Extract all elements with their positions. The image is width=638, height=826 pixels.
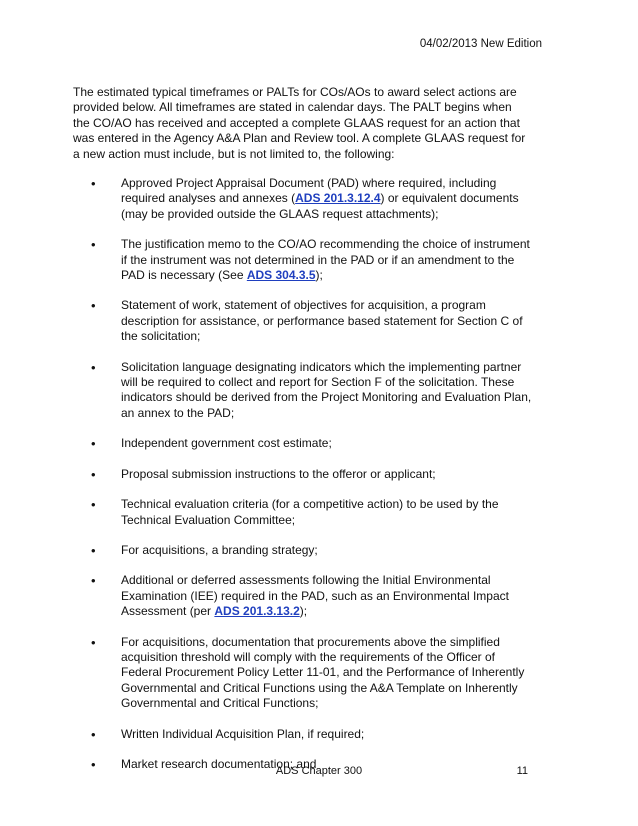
bullet-icon: • <box>91 466 96 482</box>
footer-chapter: ADS Chapter 300 <box>275 765 363 777</box>
list-item: • Additional or deferred assessments following the Initial Environmental Examination (IEE) required in the PAD, such as an Environmental Impact Assessment (per ADS 201.3.13.2); <box>91 573 509 619</box>
footer-page-number: 11 <box>516 765 528 777</box>
bullet-icon: • <box>91 497 96 513</box>
list-item: • For acquisitions, a branding strategy; <box>91 542 318 558</box>
bullet-icon: • <box>91 436 96 452</box>
bullet-icon: • <box>91 634 96 650</box>
list-item: • Technical evaluation criteria (for a competitive action) to be used by the Technical Evaluation Committee; <box>91 497 499 527</box>
link-ads-201-3-12-4[interactable]: ADS 201.3.12.4 <box>295 191 381 206</box>
list-item: • Market research documentation; and <box>91 756 317 772</box>
list-item: • Approved Project Appraisal Document (PAD) where required, including required analyses and annexes (ADS 201.3.12.4) or equivalent documents (may be provided outside the GLAAS request attachments); <box>91 176 519 221</box>
intro-paragraph: The estimated typical timeframes or PALTs for COs/AOs to award select actions are provided below. All timeframes are stated in calendar days. The PALT begins when the CO/AO has received and accepted a complete GLAAS request for an action that was entered in the Agency A&A Plan and Review tool. A complete GLAAS request for a new action must include, but is not limited to, the following: <box>73 85 526 161</box>
list-item: • Solicitation language designating indicators which the implementing partner will be required to collect and report for Section F of the solicitation. These indicators should be derived from the Project Monitoring and Evaluation Plan, an annex to the PAD; <box>91 359 532 420</box>
bullet-icon: • <box>91 756 96 772</box>
link-ads-304-3-5[interactable]: ADS 304.3.5 <box>246 268 316 283</box>
list-item: • Independent government cost estimate; <box>91 436 332 452</box>
bullet-icon: • <box>91 298 96 314</box>
bullet-icon: • <box>91 359 96 375</box>
list-item: • For acquisitions, documentation that procurements above the simplified acquisition threshold will comply with the requirements of the Officer of Federal Procurement Policy Letter 11-01, and the Performance of Inherently Governmental and Critical Functions using the A&A Template on Inherently Governmental and Critical Functions; <box>91 634 525 711</box>
requirements-list <box>73 176 533 787</box>
bullet-icon: • <box>91 726 96 742</box>
bullet-icon: • <box>91 237 96 253</box>
bullet-icon: • <box>91 542 96 558</box>
list-item: • Statement of work, statement of objectives for acquisition, a program description for assistance, or performance based statement for Section C of the solicitation; <box>91 298 523 344</box>
bullet-icon: • <box>91 176 96 191</box>
page-header-edition: 04/02/2013 New Edition <box>419 38 542 50</box>
list-item: • Written Individual Acquisition Plan, if required; <box>91 726 365 742</box>
bullet-icon: • <box>91 573 96 589</box>
list-item: • Proposal submission instructions to the offeror or applicant; <box>91 466 436 482</box>
link-ads-201-3-13-2[interactable]: ADS 201.3.13.2 <box>214 604 300 619</box>
list-item: • The justification memo to the CO/AO recommending the choice of instrument if the instrument was not determined in the PAD or if an amendment to the PAD is necessary (See ADS 304.3.5); <box>91 237 530 283</box>
